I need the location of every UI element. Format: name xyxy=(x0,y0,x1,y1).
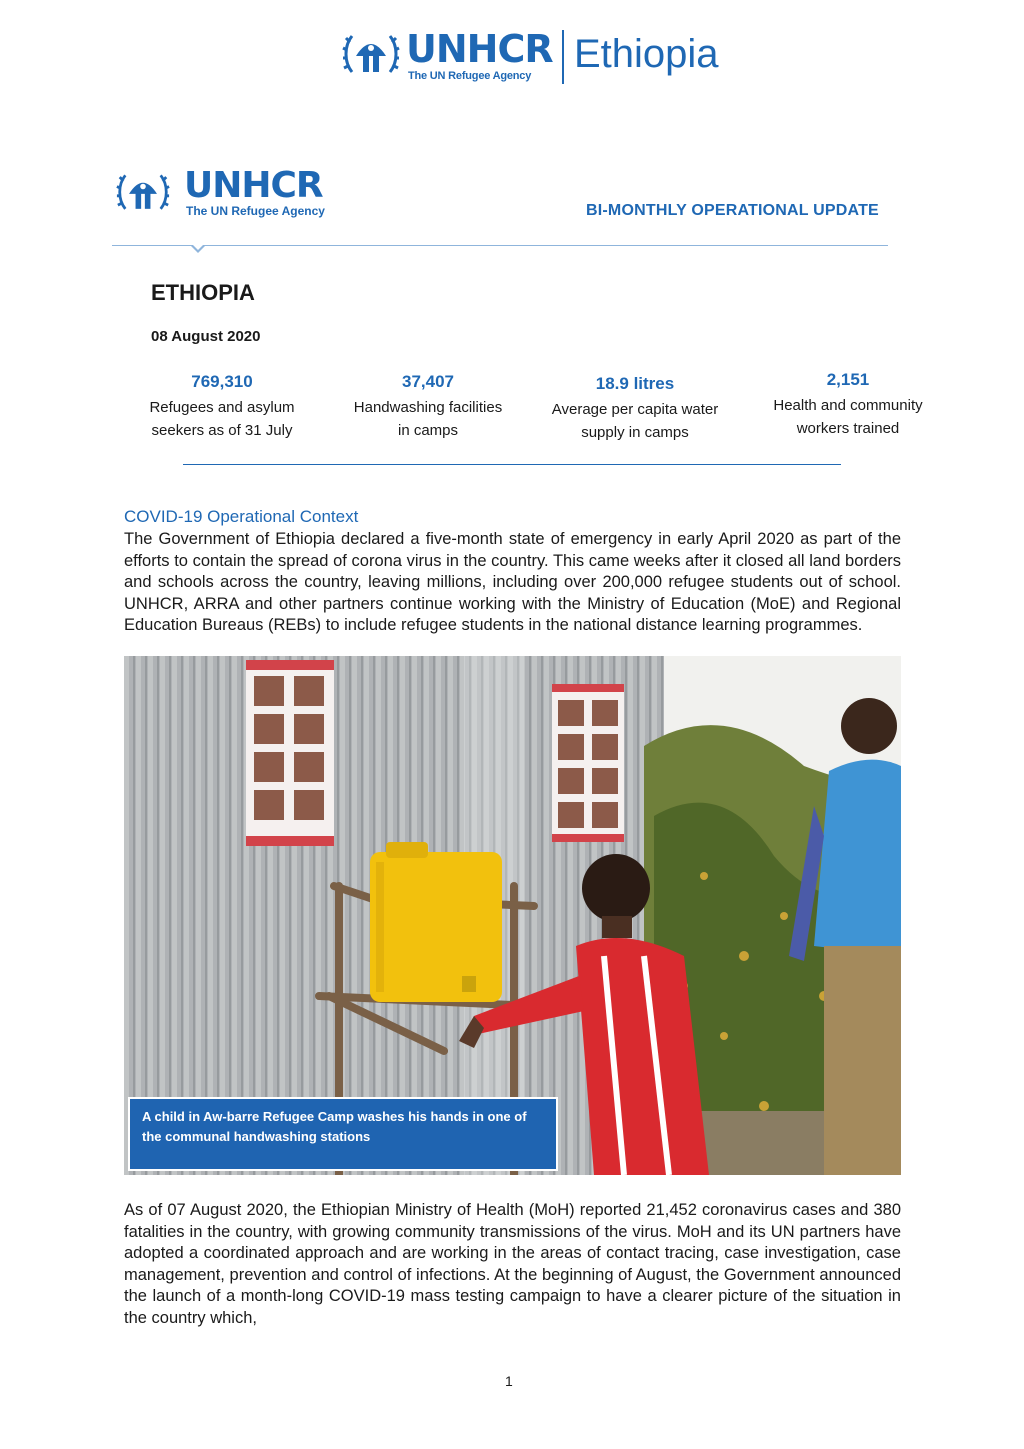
stat-label xyxy=(530,398,740,444)
brand-wordmark: UNHCR xyxy=(184,165,323,206)
stat-label xyxy=(122,396,322,442)
stat-health-workers xyxy=(748,370,948,440)
body-paragraph: The Government of Ethiopia declared a five-month state of emergency in early April 2020 as part of the efforts to contain the spread of corona virus in the country. This came weeks after it closed all land borders and schools across the country, leaving millions, including over 200,000 refugee students out of school. UNHCR, ARRA and other partners continue working with the Ministry of Education (MoE) and Regional Education Bureaus (REBs) to include refugee students in the national distance learning programmes. xyxy=(124,530,901,635)
brand-tagline: The UN Refugee Agency xyxy=(186,204,325,218)
report-type: BI-MONTHLY OPERATIONAL UPDATE xyxy=(586,202,879,219)
stat-label-line: Refugees and asylum xyxy=(149,399,295,416)
unhcr-logo xyxy=(110,166,370,224)
stat-value: 2,151 xyxy=(826,370,870,389)
page-number: 1 xyxy=(505,1373,513,1389)
stat-label-line: in camps xyxy=(397,422,459,439)
body-paragraph: As of 07 August 2020, the Ethiopian Ministry of Health (MoH) reported 21,452 coronavirus cases and 380 fatalities in the country, with growing community transmissions of the virus. MoH and its UN partners have adopted a coordinated approach and are working in the areas of contact tracing, case investigation, case management, prevention and control of infections. At the beginning of August, the Government announced the launch of a month-long COVID-19 mass testing campaign to have a clearer picture of the situation in the country which, xyxy=(124,1201,901,1327)
stat-label xyxy=(328,396,528,442)
header-separator xyxy=(562,30,564,84)
stat-label-line: workers trained xyxy=(796,420,900,437)
photo-caption-text: A child in Aw-barre Refugee Camp washes his hands in one of the communal handwashing stations xyxy=(142,1109,527,1144)
stat-label xyxy=(748,394,948,440)
stat-value: 18.9 litres xyxy=(595,374,675,393)
stat-value: 37,407 xyxy=(402,372,454,391)
unhcr-emblem-icon xyxy=(110,166,176,220)
stat-handwashing xyxy=(328,372,528,442)
brand-wordmark: UNHCR xyxy=(406,27,553,71)
header-logo xyxy=(342,26,722,88)
stat-value: 769,310 xyxy=(191,372,253,391)
rule-notch-inner xyxy=(192,244,204,250)
brand-tagline: The UN Refugee Agency xyxy=(408,70,532,82)
stat-label-line: Average per capita water xyxy=(551,401,719,418)
stat-refugees xyxy=(122,372,322,442)
stats-rule xyxy=(183,464,841,465)
page-title: ETHIOPIA xyxy=(151,280,255,305)
header-rule xyxy=(112,245,888,246)
photo-caption xyxy=(128,1097,558,1171)
stat-label-line: Handwashing facilities xyxy=(353,399,503,416)
section-title: COVID-19 Operational Context xyxy=(124,507,359,526)
report-date: 08 August 2020 xyxy=(151,328,261,345)
unhcr-emblem-icon xyxy=(342,26,400,84)
stat-label-line: supply in camps xyxy=(581,424,689,441)
stat-label-line: Health and community xyxy=(773,397,923,414)
header-country: Ethiopia xyxy=(574,32,719,76)
stat-water xyxy=(530,374,740,444)
stat-label-line: seekers as of 31 July xyxy=(151,422,293,439)
